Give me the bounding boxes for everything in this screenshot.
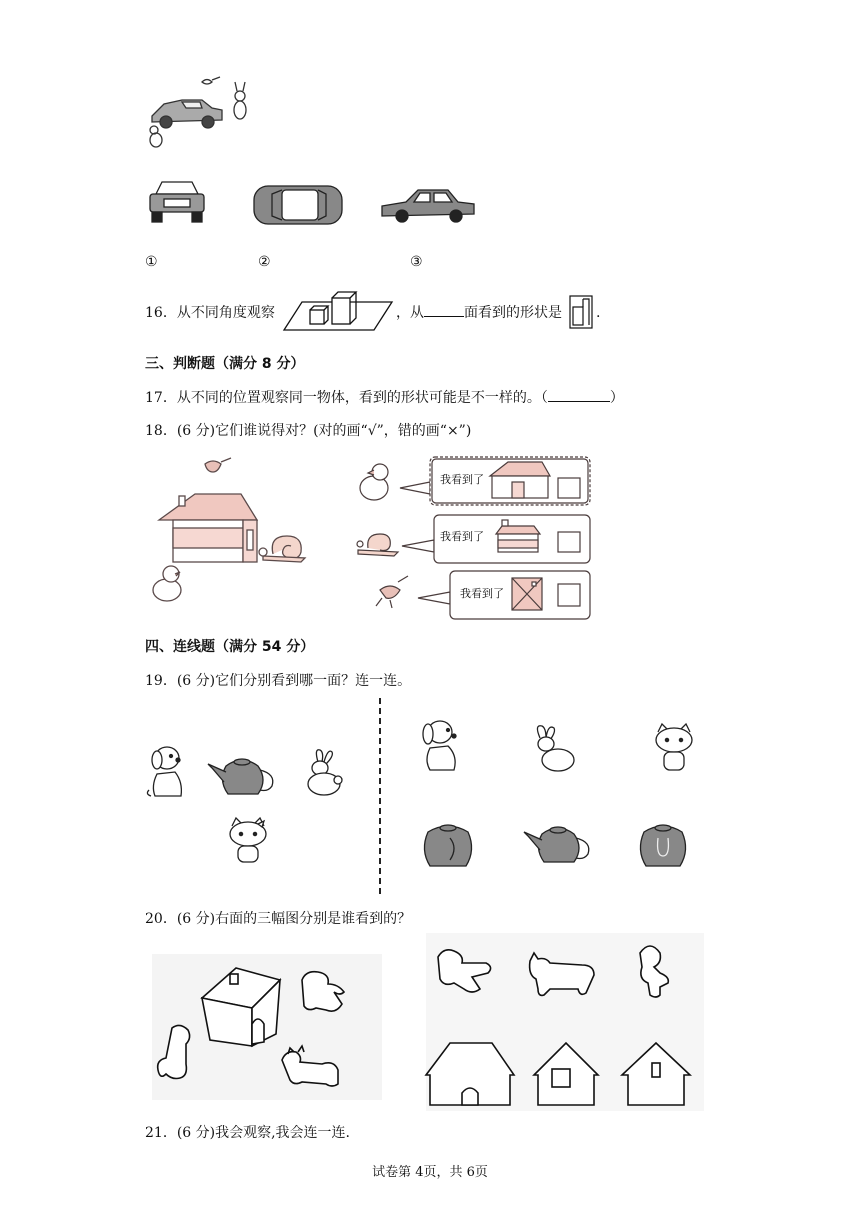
section-heading-3: 三、判断题（满分 8 分）	[145, 356, 305, 372]
question-21: 21．(6 分)我会观察,我会连一连.	[145, 1125, 350, 1141]
dashed-divider	[378, 698, 382, 894]
option-label-2: ②	[258, 254, 271, 270]
kitty-small-icon	[652, 722, 696, 776]
rabbit-back-icon	[532, 722, 578, 774]
section-heading-4: 四、连线题（满分 54 分）	[145, 639, 315, 655]
dog-front-icon	[418, 716, 462, 776]
bubble-text-snail: 我看到了	[440, 530, 484, 543]
house-animals-scene	[152, 954, 382, 1100]
teapot-side-icon	[206, 750, 280, 800]
teapot-handle-icon	[636, 816, 690, 870]
blocks-on-plane-icon	[284, 290, 394, 334]
question-20: 20．(6 分)右面的三幅图分别是谁看到的？	[145, 911, 412, 927]
answer-blank-16[interactable]	[424, 316, 464, 317]
question-16	[145, 303, 275, 323]
teapot-back-icon	[420, 816, 476, 870]
dog-side-icon	[145, 742, 187, 802]
car-side-icon	[378, 186, 478, 226]
shape-answer-icon	[569, 295, 593, 329]
answer-blank-17[interactable]	[548, 401, 610, 402]
question-17: 17．从不同的位置观察同一物体，看到的形状可能是不一样的。（ ）	[145, 390, 624, 406]
q16-text-before: 16．从不同角度观察	[145, 305, 275, 321]
car-top-icon	[252, 182, 344, 228]
car-front-icon	[148, 180, 206, 226]
views-panel	[426, 933, 704, 1111]
bubble-text-bird: 我看到了	[460, 587, 504, 600]
q16-text-middle: ，从 面看到的形状是	[396, 305, 562, 321]
question-19: 19．(6 分)它们分别看到哪一面？连一连。	[145, 673, 412, 689]
question-18: 18．(6 分)它们谁说得对？(对的画“√”，错的画“×”)	[145, 423, 472, 439]
house-scene-icon	[145, 458, 345, 608]
q16-text-end: .	[596, 305, 601, 321]
bubble-text-chick: 我看到了	[440, 473, 484, 486]
option-label-1: ①	[145, 254, 158, 270]
page-footer: 试卷第 4页，共 6页	[372, 1165, 488, 1180]
option-label-3: ③	[410, 254, 423, 270]
car-scene-icon	[142, 74, 262, 154]
teapot-front-icon	[522, 816, 596, 870]
kitty-icon	[226, 816, 270, 866]
rabbit-side-icon	[298, 748, 344, 798]
